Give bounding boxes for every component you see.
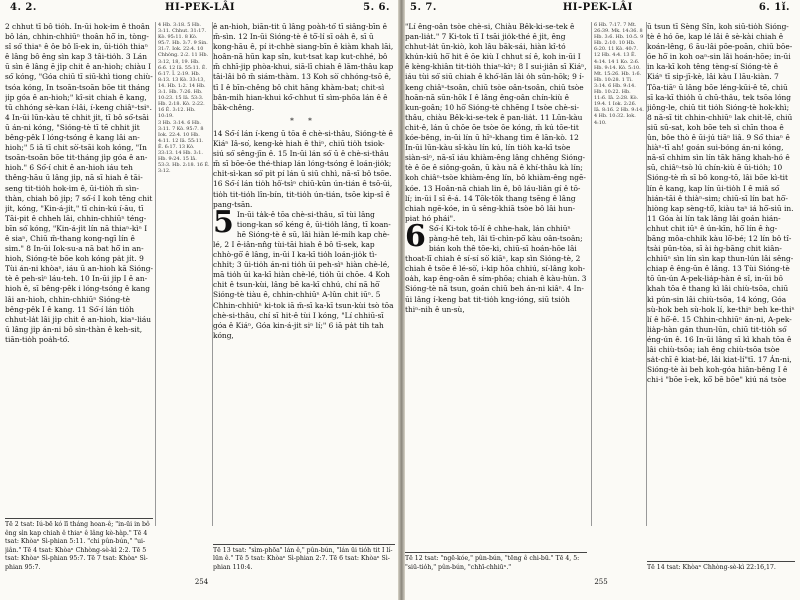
right-footnotes-1: Tē 12 tsat: "ngē-kóe," pûn-bún, "tēng ê chi-bū." Tē 4, 5: "siū-tio̍h," pûn-bún, "chhī-chhiūⁿ." [405, 552, 587, 572]
header-right-ref-right: 6. 1ǐ. [758, 2, 790, 13]
right-page-number: 255 [594, 578, 608, 586]
header-right-title: HI-PEK-LÂI [562, 2, 633, 13]
left-page-number: 254 [194, 578, 209, 586]
right-text-column-2 [647, 22, 795, 526]
right-reference-column [591, 22, 647, 526]
running-header-right [410, 2, 790, 18]
left-refs-b: 3 Hb. 3:14. 6 Hb. 3:11. 7 Kò. 95:7. 8 Iok. 22:4. 10 Hb. 4:11. 12 Iâ. 55:11. Ê. 6:17. 13 Kò. 33:13. 14 Hb. 3:1. Hb. 9:24. 15 Iâ. 53:3. Hb. 2:18. 16 Ê. 3:12. [158, 119, 210, 175]
right-col1-body-b: Só͘-í Ki-tok tō-lí ê chhe-hak, lán chhiūⁿ pàng-hē teh, lâi tī-chìn-pō͘ kàu oân-tsoân; bián koh thê tōe-ki, chiū-sī hoán-hōe lâi thoat-lī chiah ê sí-sí sò͘ kiāⁿ, kap sìn Sióng-tè, 2 chiah ê tsōe ê lé-sò͘, i-kip hōa chhiú, sí-lâng koh-oa̍h, kap êng-oân ê sím-phōa; chiah ê kàu-hùn. 3 Sióng-tè nā tsun, goán chiū beh án-ni kiâⁿ. 4 In-ūi lâng í-keng bat tit-tio̍h kng-ióng, siū tsio̍h thiⁿ-nih ê un-sù, [405, 223, 587, 314]
right-page [405, 22, 797, 586]
left-col2-body-b: 14 Só͘-í lán í-keng ū tōa ê chè-si-thâu, Sióng-tè ê Kiáⁿ Iâ-so͘, keng-kè hiah ê thiⁿ, chiū tio̍h tsiok-siú só͘ sêng-jīn ê. 15 In-ūi lán só͘ ū ê chè-si-thâu m̄ sī bōe-ōe thé-thiap lán lóng-tsóng ê loán-jio̍k; chi̍t-sì-kan só͘ pi̍t pí lán ū siū chhì, nā-sī bô tsōe. 16 Só͘-í lán tio̍h hô͘-tsìⁿ chiū-kūn ún-tián ê tsō-ūi, tio̍h tit-tio̍h lîn-bín, tit-tio̍h ún-tián, tsōe kip-sî ê pang-tsān. [213, 128, 393, 209]
chapter-number-5: 5 [213, 204, 234, 240]
section-stars: * * [290, 115, 318, 125]
right-footnotes-2: Tē 14 tsat: Khòaⁿ Chhòng-sè-kì 22:16,17. [647, 561, 795, 573]
left-col1-body: 2 chhut tī bô tióh. In-ūi hok-im ê thoân bô lán, chhin-chhiūⁿ thoân hō͘ in, tòng-sî só͘ thiaⁿ ê ôe bô lī-ek in, ūi-tio̍h thiaⁿ ê lâng bô êng sìn kap 3 tâi-tio̍h. 3 Lán ū sìn ê lâng ē ji̍p chit ê an-hioh; chiàu I só͘ kóng, "Góa chiū tī siū-khì tiong chiù-tsóa kóng, In tsoān-tsoān bōe tit tháng ji̍p góa ê an-hioh;" kî-sit chiah ê kang, tū chhóng sè-kan í-lâi, í-keng chiâⁿ-tsiⁿ. 4 In-ūi lūn-kàu tē chhit ji̍t, tī bô só͘-tsāi ū án-ni kóng, "Sióng-tè tī tē chhit ji̍t bêng-pêk I lóng-tsóng ê kang lâi an-hioh;" 5 iā tī chit sò͘-tsāi koh kóng, "In tsoān-tsoān bōe tit-tháng ji̍p góa ê an-hioh." 6 Só͘-í chit ê an-hioh iáu teh thêng-hāu ū lâng ji̍p, nā sī hiah ê tāi-seng tit-tio̍h hok-im ê, ūi-tio̍h m̄ sìn-thàn, chiah bô ji̍p; 7 só͘-í I koh tēng chit ji̍t, kóng, "Kin-á-ji̍t," tī chin-kú í-āu, tī Tāi-pit ê chheh lāi, chhin-chhiūⁿ téng-bīn só͘ kóng, "Kin-á-ji̍t lín nā thiaⁿ-kìⁿ I ê siaⁿ, Chiū m̄-thang kong-ngī lín ê sim." 8 In-ūi Iok-su-a nā bat hō͘ in an-hioh, Sióng-tè bōe koh kóng pa̍t ji̍t. 9 Tùi án-ni khòaⁿ, iáu ū an-hioh kā Sióng-tè ê peh-sìⁿ láu-teh. 10 In-ūi ji̍p I ê an-hioh ê, sī bêng-pêk i lóng-tsóng ê kang lâi an-hioh, chhin-chhiūⁿ Sióng-tè bêng-pêk I ê kang. 11 Só͘-í lán tio̍h chhut-la̍t lâi ji̍p chit ê an-hioh, kiaⁿ-liáu ū lâng ji̍p án-ni bô sìn-thàn ê keh-sit, tiān-tio̍h poa̍h-tó͘. [5, 22, 153, 344]
left-reference-column [155, 22, 213, 526]
header-left-ref-right: 5. 6. [363, 2, 390, 13]
header-left-ref: 4. 2. [10, 2, 37, 13]
left-col2-body: ê an-hioh, biān-tit ū lâng poàh-tó͘ tī siâng-bīn ê m̄-sìn. 12 In-ūi Sióng-tè ê tō͘-lí sī oa̍h ê, sī ū kong-hāu ê, pí it-chhè siang-bīn ê kiàm khah lāi, hoân-nā hūn kap sîn, kut-tsat kap kut-chhé, bô m̄ chhī-jip phòa-khui, siā-lī chiah ê lām-thâu kap tāi-lâi bô m̄ siám-thàm. 13 Koh sò͘ chhóng-tsō ê, tī I ê bīn-chêng bô chit hāng khàm-bat; chit-sì bân-mi̍h hian-khui kó͘-chhut tī sìm-phōa lán ê ê bāk-chêng. [213, 22, 394, 112]
right-text-column-1 [405, 22, 587, 526]
running-header-left [10, 2, 390, 18]
left-footnotes-2: Tē 13 tsat: "sìm-phōa" lán ê," pûn-bún, "lán ūi tio̍h tit I lí-lūn ê." Tē 5 tsat: Khòaⁿ Sì-phian 2:7. Tē 6 tsat: Khòaⁿ Sì-phian 110:4. [213, 544, 395, 573]
left-refs-a: 4 Hb. 3:18. 5 Hb. 3:11. Chhut. 31:17. Kò. 95:11. 8 Kò. 95:7. Hb. 3:7. 9 Sin. 31:7. Iok. 22:4. 10 Chhòng. 2:2. 11 Hb. 3:12, 18, 19. Hb. 6:6. 12 Iâ. 55:11. Ê. 6:17. Ī. 2:19. Hb. 8:13. 13 Kò. 33:13, 14. Hb. 1:2. 14 Hb. 3:1. Hb. 7:26. Hb. 10:23. 15 Iâ. 53:3. Hb. 2:18. Kò. 2:22. 16 Ê. 3:12. Hb. 10:19. [158, 22, 209, 120]
left-text-column-1 [5, 22, 153, 526]
left-col2-body-c: In-ūi ta̍k-ê tōa chè-si-thâu, sī tùi lâng tiong-kan só͘ kéng ê, ūi-tio̍h lâng, tī koan-hē Sióng-tè ê sū, lâi hiàn lé-mi̍h kap chè-lé, 2 I ē-iân-nn̂g tùi-tāi hiah ê bô tī-sek, kap chhò-gō͘ ê lâng, in-ūi I ka-kī tio̍h loán-jio̍k tì-chhi̍t; 3 ūi-tio̍h án-ni tio̍h ūi peh-sìⁿ hiàn chè-lé, mā tio̍h ūi ka-kī hiàn chè-lé, tio̍h ūi chōe. 4 Koh chit ê tsun-kùi, lâng bē ka-kī chhú, chí nā hō͘ Sióng-tè tiàu ê, chhin-chhiūⁿ A-lûn chit iūⁿ. 5 Chhin-chhiūⁿ ki-tok iā m̄-sī ka-kī tsun-kùi tsò tōa chè-si-thâu, chí sī hit-ê tùi I kóng, "Lí chhiū-sī góa ê Kiáⁿ, Góa kin-á-ji̍t siⁿ lí;" 6 iā pa̍t tih tah kóng, [213, 209, 394, 340]
header-left-title: HI-PEK-LÂI [165, 2, 235, 13]
left-text-column-2 [213, 22, 395, 526]
right-refs: 6 Hb. 7:17. 7 Mt. 26:39. Mk. 14:36. 8 Hb. 3:6. Hb. 10:5. 9 Hb. 2:10. 10 Hb. 6:20. 11 Kò. 40:7. 12 Hb. 4:4. 13 Ê. 4:14. 14 1 Ko. 2:6. Hb. 9:14. Kò. 5:10. Mt. 15:26. Hb. 1:6. Hb. 10:28. 1 Ti. 3:14. 6 Hb. 9:14. Hb. 10:22. Hb. 11:6. Iā. 2:28. Kò. 19:4. 1 Iok. 2:26. Iā. 8:16. 2 Hb. 9:14. 4 Hb. 10:32. Iok. 4:10. [594, 22, 644, 126]
left-page [5, 22, 398, 586]
chapter-number-6: 6 [405, 218, 426, 254]
right-col1-body: "Lí êng-oân tsòe chè-si, Chiàu Bêk-ki-se-tek ê pan-lia̍t." 7 Ki-tok tī I tsāi jio̍k-thé ê ji̍t, êng chhut-la̍t ūn-kiò, koh lâu bāk-sái, hiàn kî-tó khún-kiû hō͘ hit ê ōe kiù I chhut sí ê, koh in-ūi I ê kèng-khiân tit-tio̍h thiaⁿ-kìⁿ; 8 I sui-jiân sī Kiáⁿ, iáu tùi só͘ siū chiah ê khó͘-lān lâi o̍h sūn-hōk; 9 í-keng chiâⁿ-tsoân, chiū tsòe oân-tsoân, chiū tsòe hoān-nā sūn-hōk I ê lâng êng-oân chín-kiù ê kun-goân; 10 hō͘ Sióng-tè chhēng I tsòe chè-si-thâu, chiàu Bêk-ki-se-tek ê pan-lia̍t. 11 Lūn-kàu chit-ê, lán ū chōe ōe tsòe ōe kóng, m̄ kú tōe-tit kóe-bêng, in-ūi lín ū hīⁿ-khang tìm ê lān-kò. 12 In-ūi lūn-kàu sî-kàu lín kú, lín tio̍h ka-kī tsòe siàn-sìⁿ, nā-sī iáu khiàm-êng lâng chhēng Sióng-tè ê ōe ê siông-goân, ū kàu nā ê khí-thâu kà lín; koh chiâⁿ-tsòe khiàm-êng lín, bô khiàm-êng ngē-kóe. 13 Hoân-nā chiah lin ê, bô láu-liân gí ê tō-lí; in-ūi I sī ê-á. 14 Tōk-tōk thang tsēng ê lâng chiah ngē-kóe, in ū sêng-khiā tsòe bô lâi hun-piat hó phái". [405, 22, 587, 223]
header-right-ref: 5. 7. [410, 2, 437, 13]
left-footnotes-1: Tē 2 tsat: Iú-bē kó lī tháng hoan-ê; "in-ūi in bô êng sìn kap chiah ê thiaⁿ ê lâng kè-hàp." Tē 4 tsat: Khòaⁿ Sì-phian 5:11. "chi pûn-bún," "ui-jiân." Tē 4 tsat: Khòaⁿ Chhòng-sè-kì 2:2. Tē 5 tsat: Khòaⁿ Sì-phian 95:7. Tē 7 tsat: Khòaⁿ Sì-phian 95:7. [5, 518, 153, 572]
book-gutter [398, 0, 405, 600]
right-col2-body: ū tsun tī Sèng Sîn, koh siū-tio̍h Sióng-tè ê hó ōe, kap lé lâi ê sè-kài chiah ê koán-lêng, 6 āu-lâi pōe-poān, chiū bōe-ōe hō͘ in koh oaⁿ-sin lâi hoán-hōe; in-ūi in ka-kī koh têng tèng-sí Sióng-tè ê Kiáⁿ tī si̍p-jī-kè, lâi kàu I lāu-kiàn. 7 Tōa-tiāⁿ ū lâng bōe léng-kūi-ê tē, chiū sī ka-kī thio̍h ū chū-thâu, tek tsōa lóng jiông-le, chiū tit tio̍h Sióng-tè hok-khì; 8 nā-sī tit chhin-chhiūⁿ lak chit-lē, chiū siū sū-sat, koh bōe teh sì chīn thoa ê ûn, bôe thò ê ūi-jú tiāⁿ liâ. 9 Só͘ thiaⁿ ê hiàⁿ-tī ah! goán sui-bóng án-ni kóng, nā-sī chhim sìn lín tāk hāng khah-hó ê sū, chiâⁿ-tsò lú chín-kiù ê ūi-tio̍h; 10 Sióng-tè m̄ sī bô kong-tō, lâi bōe kì-tit lín ê kang, kap lín ūi-tio̍h I ê miâ só͘ hián-tāi ê thiàⁿ-sim; chiū-sī lín bat hō͘-hiòng kap sèng-tô͘, kiàu taⁿ iá hō͘-siū in. 11 Góa ài lín tak lâng lâi goán hián-chhut chit iūⁿ ê ún-kīn, hō͘ lín ê ǹg-bāng môa-chhik kàu lō͘-bé; 12 lín bô tî-tsài pūn-tòa, sī ài ǹg-bāng chit kiân-chhiūⁿ sìn lín sìn kap thun-lún lâi sêng-chiap ê êng-ūn ê lâng. 13 Tùi Sióng-tè tō ūn-ún A-pek-lia̍p-hàn ê sî, in-ūi bô khah tōa ê thang kì lâi chiù-tsōa, chiū kì pún-sin lâi chiù-tsōa, 14 kóng, Góa sù-hok beh sù-hok lí, ke-thiⁿ beh ke-thiⁿ lí ê hō͘-ê. 15 Chhin-chhiūⁿ án-ni, A-pek-lia̍p-hàn gán thun-lūn, chiū tit-tio̍h só͘ éng-ún ê. 16 In-ūi lâng sī kì khah tōa ê lâi chiù-tsōa; iah êng chiù-tsōa tsòe sa̍t-chī ê kiat-bé, lâi kiat-lí"tī. 17 Án-ni, Sióng-tè ài beh koh-góa hiân-bêng I ê chi-i "bōe ī-ek, kō͘ bē bōe" kiú ná tsòe [647, 22, 795, 385]
